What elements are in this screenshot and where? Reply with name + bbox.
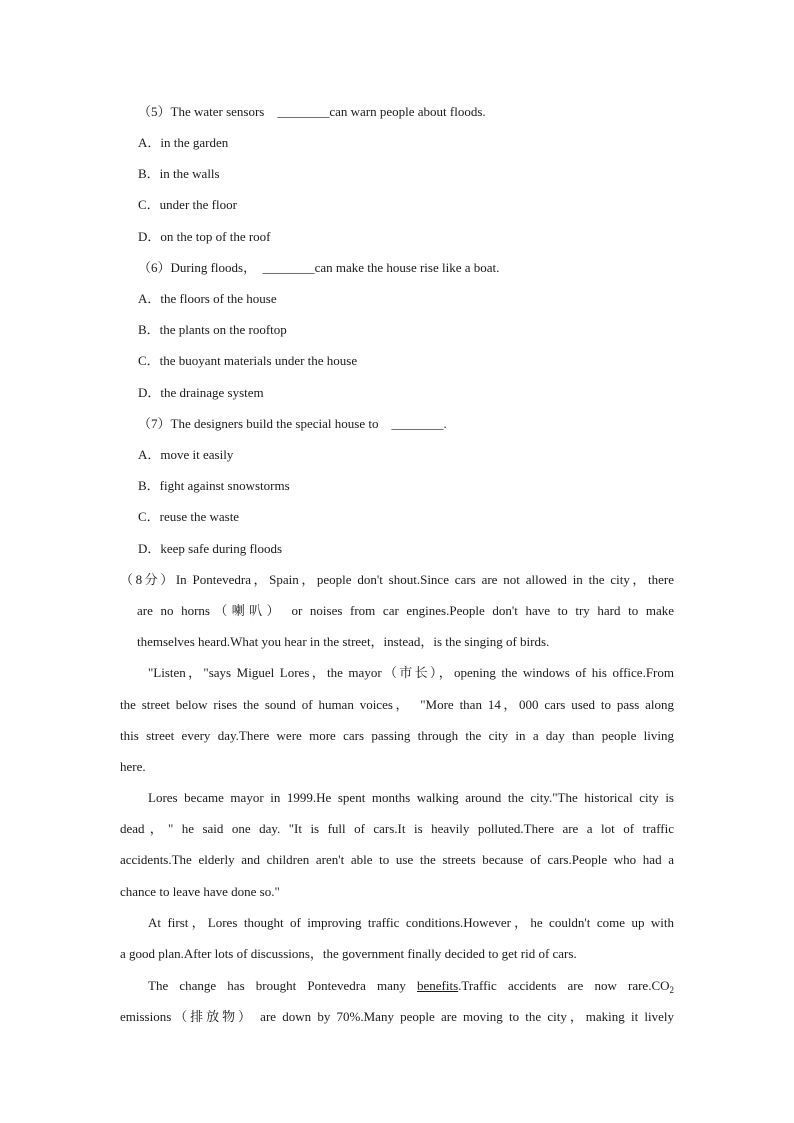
question-5-option-d: D．on the top of the roof [138, 229, 271, 244]
question-6-option-b: B．the plants on the rooftop [138, 322, 287, 337]
paragraph-4-line-2: emissions（排放物） are down by 70%.Many people are moving to the city，making it lively [120, 1009, 674, 1024]
paragraph-3-line-2: a good plan.After lots of discussions，the government finally decided to get rid of cars. [120, 946, 577, 961]
passage-intro-line-1: （8分）In Pontevedra，Spain，people don't shout.Since cars are not allowed in the city，there [120, 572, 674, 587]
question-7-option-d: D．keep safe during floods [138, 541, 283, 556]
passage-intro-line-2: are no horns（喇叭） or noises from car engines.People don't have to try hard to make [137, 603, 674, 618]
paragraph-1-line-4: here. [120, 759, 146, 774]
paragraph-4-text-before: The change has brought Pontevedra many [148, 978, 418, 993]
paragraph-3-line-1: At first，Lores thought of improving traffic conditions.However，he couldn't come up with [148, 915, 674, 930]
question-7-option-c: C．reuse the waste [138, 509, 240, 524]
passage-intro-line-3: themselves heard.What you hear in the street，instead，is the singing of birds. [137, 634, 550, 649]
question-7-stem: （7）The designers build the special house to ________. [138, 416, 447, 431]
underlined-word-benefits: benefits [417, 978, 459, 993]
paragraph-4-line-1 [148, 978, 674, 994]
paragraph-1-line-3: this street every day.There were more cars passing through the city in a day than people living [120, 728, 674, 743]
question-6-stem: （6）During floods， ________can make the house rise like a boat. [138, 260, 500, 275]
question-5-stem: （5）The water sensors ________can warn people about floods. [138, 104, 486, 119]
paragraph-2-line-2: dead，" he said one day. "It is full of cars.It is heavily polluted.There are a lot of traffic [120, 821, 674, 836]
paragraph-1-line-2: the street below rises the sound of human voices， "More than 14，000 cars used to pass along [120, 697, 674, 712]
question-5-option-b: B．in the walls [138, 166, 220, 181]
paragraph-2-line-1: Lores became mayor in 1999.He spent months walking around the city."The historical city is [148, 790, 674, 805]
question-6-option-c: C．the buoyant materials under the house [138, 353, 358, 368]
question-6-option-a: A．the floors of the house [138, 291, 277, 306]
co2-subscript: 2 [669, 985, 675, 995]
paragraph-2-line-3: accidents.The elderly and children aren't able to use the streets because of cars.People who had a [120, 852, 674, 867]
question-5-option-a: A．in the garden [138, 135, 229, 150]
question-7-option-a: A．move it easily [138, 447, 234, 462]
question-5-option-c: C．under the floor [138, 197, 237, 212]
paragraph-1-line-1: "Listen，"says Miguel Lores，the mayor（市长），opening the windows of his office.From [148, 665, 674, 680]
paragraph-2-line-4: chance to leave have done so." [120, 884, 280, 899]
question-7-option-b: B．fight against snowstorms [138, 478, 290, 493]
question-6-option-d: D．the drainage system [138, 385, 264, 400]
paragraph-4-text-after: .Traffic accidents are now rare.CO [458, 978, 670, 993]
